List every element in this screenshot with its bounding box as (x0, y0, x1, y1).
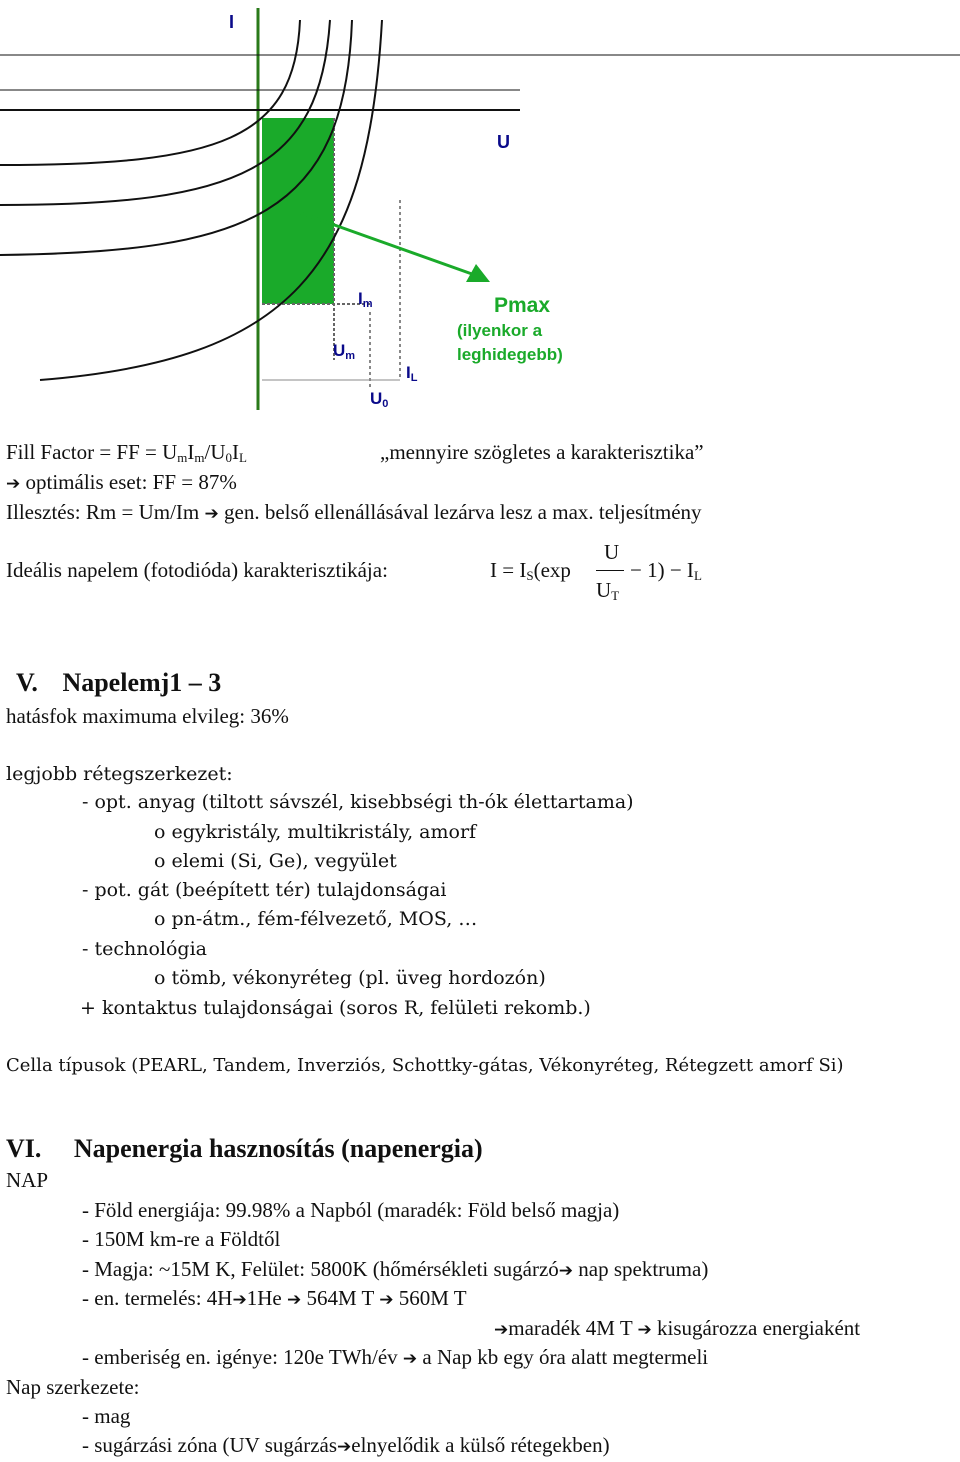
list-item: ➔maradék 4M T ➔ kisugározza energiaként (494, 1316, 861, 1340)
optimal-case-line: ➔ optimális eset: FF = 87% (6, 470, 237, 494)
list-item: - technológia (82, 938, 207, 960)
best-structure-label: legjobb rétegszerkezet: (6, 763, 233, 785)
im-label: Im (358, 289, 373, 310)
arrow-icon: ➔ (379, 1290, 394, 1310)
pmax-title: Pmax (494, 294, 551, 317)
arrow-icon: ➔ (402, 1349, 418, 1369)
pmax-note: leghidegebb) (457, 345, 563, 364)
pmax-note: (ilyenkor a (457, 321, 543, 340)
fill-factor-quote: „mennyire szögletes a karakterisztika” (380, 440, 704, 464)
sun-structure-label: Nap szerkezete: (6, 1375, 140, 1399)
arrow-icon: ➔ (637, 1320, 652, 1340)
ideal-cell-label: Ideális napelem (fotodióda) karakterisztikája: (6, 558, 388, 582)
list-item: - mag (82, 1404, 131, 1428)
list-subitem: o egykristály, multikristály, amorf (154, 821, 477, 843)
nap-label: NAP (6, 1168, 49, 1192)
ideal-cell-equation: $I = I_S(\exp$ U $U_T$ − $1) - I_L$ (490, 540, 702, 603)
il-label: IL (406, 363, 418, 384)
list-item: - Föld energiája: 99.98% a Napból (maradék: Föld belső magja) (82, 1198, 620, 1222)
section-6-heading: VI. Napenergia hasznosítás (napenergia) (6, 1134, 483, 1163)
arrow-icon: ➔ (558, 1261, 574, 1281)
iv-curve (0, 20, 300, 165)
list-item: - Magja: ~15M K, Felület: 5800K (hőmérsékleti sugárzó➔ nap spektruma) (82, 1257, 709, 1281)
list-subitem: o pn-átm., fém-félvezető, MOS, … (154, 908, 478, 930)
efficiency-line: hatásfok maximuma elvileg: 36% (6, 704, 289, 728)
arrow-icon: ➔ (204, 504, 219, 524)
arrow-icon: ➔ (286, 1290, 302, 1310)
fitting-line: Illesztés: Rm = Um/Im ➔ gen. belső ellenállásával lezárva lesz a max. teljesítmény (6, 500, 702, 524)
iv-characteristic-figure (0, 0, 960, 420)
list-subitem: o elemi (Si, Ge), vegyület (154, 850, 397, 872)
fill-factor-line: Fill Factor = FF = $U_mI_m/U_0I_L$ (6, 440, 247, 465)
list-item: - 150M km-re a Földtől (82, 1227, 281, 1251)
section-5-heading: V. Napelemj1 – 3 (16, 668, 222, 697)
cell-types-line: Cella típusok (PEARL, Tandem, Inverziós, Schottky-gátas, Vékonyréteg, Rétegzett amorf Si) (6, 1055, 844, 1076)
list-item: + kontaktus tulajdonságai (soros R, felületi rekomb.) (80, 997, 591, 1019)
list-item: - en. termelés: 4H➔1He ➔ 564M T ➔ 560M T (82, 1286, 467, 1310)
arrow-icon: ➔ (337, 1437, 352, 1457)
list-subitem: o tömb, vékonyréteg (pl. üveg hordozón) (154, 967, 546, 989)
arrow-icon: ➔ (6, 474, 21, 494)
list-item: - emberiség en. igénye: 120e TWh/év ➔ a Nap kb egy óra alatt megtermeli (82, 1345, 709, 1369)
um-label: Um (333, 341, 356, 362)
list-item: - opt. anyag (tiltott sávszél, kisebbségi th-ók élettartama) (82, 791, 634, 813)
i-axis-label: I (229, 12, 235, 32)
arrow-icon: ➔ (232, 1290, 247, 1310)
u0-label: U0 (370, 389, 389, 410)
arrow-icon: ➔ (494, 1320, 509, 1340)
max-power-area (262, 118, 334, 304)
u-axis-label: U (497, 132, 510, 152)
list-item: - sugárzási zóna (UV sugárzás➔elnyelődik a külső rétegekben) (82, 1433, 610, 1457)
list-item: - pot. gát (beépített tér) tulajdonságai (82, 879, 447, 901)
